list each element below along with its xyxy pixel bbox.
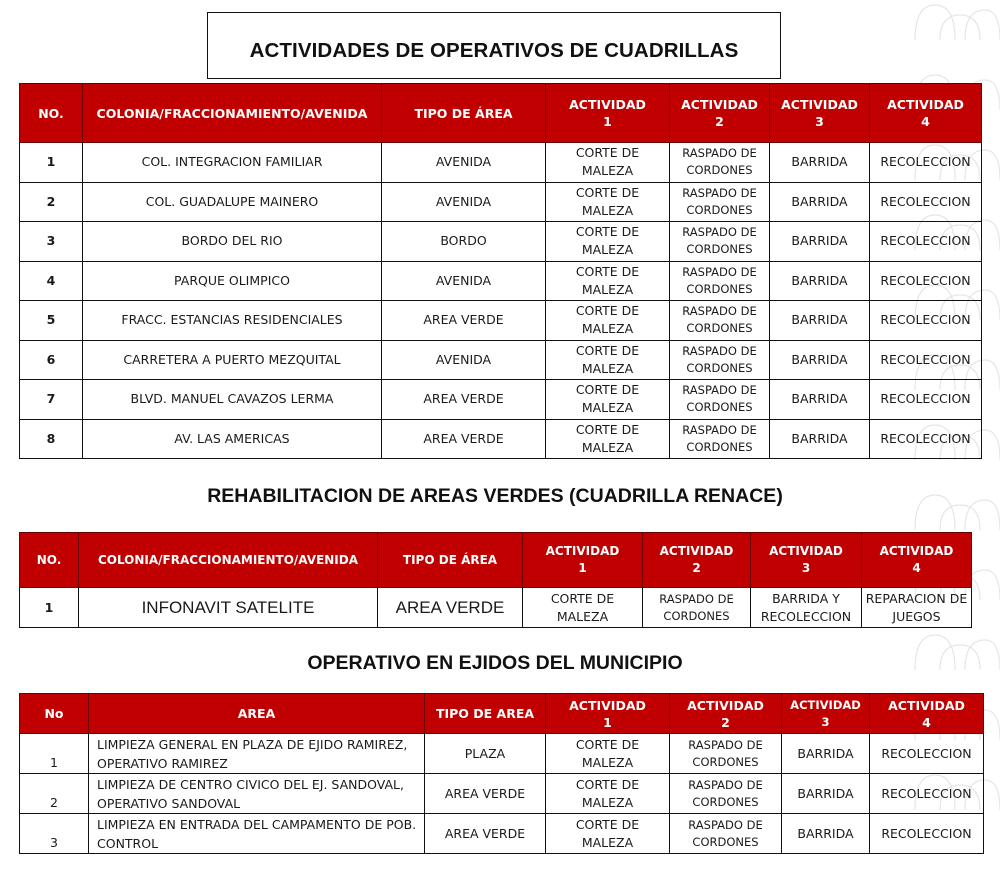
table-row	[20, 182, 982, 222]
cell-colonia: BLVD. MANUEL CAVAZOS LERMA	[83, 380, 382, 420]
header-actividad-4: ACTIVIDAD 4	[870, 694, 984, 734]
cell-actividad-2: RASPADO DE CORDONES	[670, 301, 770, 341]
cell-actividad-4: RECOLECCION	[870, 222, 982, 262]
cell-area: LIMPIEZA GENERAL EN PLAZA DE EJIDO RAMIREZ, OPERATIVO RAMIREZ	[89, 734, 425, 774]
header-actividad-4: ACTIVIDAD 4	[862, 533, 972, 588]
cell-no: 6	[20, 340, 83, 380]
header-no: No	[20, 694, 89, 734]
cell-colonia: COL. GUADALUPE MAINERO	[83, 182, 382, 222]
cell-actividad-1: CORTE DE MALEZA	[546, 222, 670, 262]
header-actividad-3: ACTIVIDAD 3	[770, 84, 870, 143]
cell-actividad-2: RASPADO DE CORDONES	[643, 588, 751, 628]
table-row	[20, 588, 972, 628]
cell-actividad-4: RECOLECCION	[870, 143, 982, 183]
cell-actividad-4: RECOLECCION	[870, 419, 982, 459]
cell-actividad-3: BARRIDA	[770, 419, 870, 459]
cell-actividad-2: RASPADO DE CORDONES	[670, 182, 770, 222]
rehabilitacion-table	[19, 532, 972, 628]
table-row	[20, 222, 982, 262]
header-actividad-3: ACTIVIDAD 3	[782, 694, 870, 734]
header-no: NO.	[20, 533, 79, 588]
cell-actividad-1: CORTE DE MALEZA	[546, 182, 670, 222]
cell-actividad-2: RASPADO DE CORDONES	[670, 340, 770, 380]
cell-actividad-3: BARRIDA Y RECOLECCION	[751, 588, 862, 628]
header-colonia: COLONIA/FRACCIONAMIENTO/AVENIDA	[79, 533, 378, 588]
cell-actividad-2: RASPADO DE CORDONES	[670, 814, 782, 854]
ejidos-table	[19, 693, 984, 854]
cell-actividad-1: CORTE DE MALEZA	[546, 301, 670, 341]
cell-actividad-1: CORTE DE MALEZA	[546, 143, 670, 183]
cell-actividad-2: RASPADO DE CORDONES	[670, 222, 770, 262]
cell-no: 1	[20, 734, 89, 774]
cell-no: 8	[20, 419, 83, 459]
table-header-row	[20, 84, 982, 143]
header-actividad-4: ACTIVIDAD 4	[870, 84, 982, 143]
section-heading-rehabilitacion: REHABILITACION DE AREAS VERDES (CUADRILLA RENACE)	[207, 485, 783, 507]
cell-actividad-1: CORTE DE MALEZA	[546, 774, 670, 814]
cell-no: 3	[20, 222, 83, 262]
header-actividad-2: ACTIVIDAD 2	[643, 533, 751, 588]
cell-actividad-4: REPARACION DE JUEGOS	[862, 588, 972, 628]
cell-actividad-3: BARRIDA	[770, 380, 870, 420]
header-actividad-3: ACTIVIDAD 3	[751, 533, 862, 588]
cell-colonia: PARQUE OLIMPICO	[83, 261, 382, 301]
section-heading-ejidos: OPERATIVO EN EJIDOS DEL MUNICIPIO	[307, 652, 683, 674]
cell-actividad-1: CORTE DE MALEZA	[546, 340, 670, 380]
header-tipo: TIPO DE ÁREA	[382, 84, 546, 143]
table-row	[20, 814, 984, 854]
cell-actividad-1: CORTE DE MALEZA	[546, 419, 670, 459]
cell-tipo: AREA VERDE	[382, 301, 546, 341]
table-row	[20, 340, 982, 380]
cell-actividad-4: RECOLECCION	[870, 380, 982, 420]
header-tipo: TIPO DE AREA	[425, 694, 546, 734]
cell-actividad-4: RECOLECCION	[870, 814, 984, 854]
cell-area: LIMPIEZA DE CENTRO CIVICO DEL EJ. SANDOVAL, OPERATIVO SANDOVAL	[89, 774, 425, 814]
cell-actividad-3: BARRIDA	[782, 774, 870, 814]
table-row	[20, 380, 982, 420]
table-header-row	[20, 694, 984, 734]
cell-tipo: AREA VERDE	[382, 419, 546, 459]
cell-tipo: AREA VERDE	[425, 774, 546, 814]
header-tipo: TIPO DE ÁREA	[378, 533, 523, 588]
cell-no: 2	[20, 182, 83, 222]
cell-tipo: BORDO	[382, 222, 546, 262]
table-row	[20, 774, 984, 814]
cell-actividad-2: RASPADO DE CORDONES	[670, 734, 782, 774]
cell-actividad-1: CORTE DE MALEZA	[546, 380, 670, 420]
cell-tipo: AREA VERDE	[382, 380, 546, 420]
operativos-table	[19, 83, 982, 459]
cell-tipo: AVENIDA	[382, 182, 546, 222]
header-actividad-1: ACTIVIDAD 1	[523, 533, 643, 588]
header-actividad-1: ACTIVIDAD 1	[546, 84, 670, 143]
cell-actividad-2: RASPADO DE CORDONES	[670, 380, 770, 420]
cell-tipo: AVENIDA	[382, 340, 546, 380]
cell-tipo: PLAZA	[425, 734, 546, 774]
cell-actividad-4: RECOLECCION	[870, 340, 982, 380]
cell-actividad-3: BARRIDA	[770, 301, 870, 341]
cell-actividad-4: RECOLECCION	[870, 261, 982, 301]
document-title: ACTIVIDADES DE OPERATIVOS DE CUADRILLAS	[249, 38, 739, 62]
cell-colonia: COL. INTEGRACION FAMILIAR	[83, 143, 382, 183]
cell-no: 5	[20, 301, 83, 341]
table-row	[20, 419, 982, 459]
document-title-box	[207, 12, 781, 79]
cell-no: 3	[20, 814, 89, 854]
header-actividad-2: ACTIVIDAD 2	[670, 84, 770, 143]
cell-actividad-3: BARRIDA	[770, 261, 870, 301]
header-area: AREA	[89, 694, 425, 734]
cell-actividad-3: BARRIDA	[782, 814, 870, 854]
cell-tipo: AVENIDA	[382, 143, 546, 183]
cell-actividad-2: RASPADO DE CORDONES	[670, 774, 782, 814]
cell-actividad-4: RECOLECCION	[870, 182, 982, 222]
cell-no: 7	[20, 380, 83, 420]
cell-actividad-2: RASPADO DE CORDONES	[670, 261, 770, 301]
table-row	[20, 301, 982, 341]
cell-actividad-2: RASPADO DE CORDONES	[670, 419, 770, 459]
table-header-row	[20, 533, 972, 588]
header-actividad-2: ACTIVIDAD 2	[670, 694, 782, 734]
cell-colonia: BORDO DEL RIO	[83, 222, 382, 262]
cell-actividad-1: CORTE DE MALEZA	[546, 734, 670, 774]
cell-colonia: INFONAVIT SATELITE	[79, 588, 378, 628]
cell-actividad-3: BARRIDA	[770, 340, 870, 380]
cell-no: 4	[20, 261, 83, 301]
cell-colonia: CARRETERA A PUERTO MEZQUITAL	[83, 340, 382, 380]
header-colonia: COLONIA/FRACCIONAMIENTO/AVENIDA	[83, 84, 382, 143]
header-actividad-1: ACTIVIDAD 1	[546, 694, 670, 734]
cell-actividad-4: RECOLECCION	[870, 774, 984, 814]
cell-actividad-1: CORTE DE MALEZA	[546, 261, 670, 301]
cell-tipo: AREA VERDE	[425, 814, 546, 854]
cell-area: LIMPIEZA EN ENTRADA DEL CAMPAMENTO DE POB. CONTROL	[89, 814, 425, 854]
cell-actividad-3: BARRIDA	[770, 182, 870, 222]
cell-no: 1	[20, 143, 83, 183]
cell-no: 2	[20, 774, 89, 814]
table-row	[20, 261, 982, 301]
header-no: NO.	[20, 84, 83, 143]
cell-tipo: AVENIDA	[382, 261, 546, 301]
cell-actividad-3: BARRIDA	[770, 143, 870, 183]
cell-colonia: FRACC. ESTANCIAS RESIDENCIALES	[83, 301, 382, 341]
cell-actividad-4: RECOLECCION	[870, 301, 982, 341]
cell-actividad-2: RASPADO DE CORDONES	[670, 143, 770, 183]
cell-tipo: AREA VERDE	[378, 588, 523, 628]
cell-colonia: AV. LAS AMERICAS	[83, 419, 382, 459]
cell-actividad-3: BARRIDA	[770, 222, 870, 262]
cell-no: 1	[20, 588, 79, 628]
cell-actividad-1: CORTE DE MALEZA	[523, 588, 643, 628]
cell-actividad-1: CORTE DE MALEZA	[546, 814, 670, 854]
table-row	[20, 734, 984, 774]
table-row	[20, 143, 982, 183]
cell-actividad-4: RECOLECCION	[870, 734, 984, 774]
cell-actividad-3: BARRIDA	[782, 734, 870, 774]
